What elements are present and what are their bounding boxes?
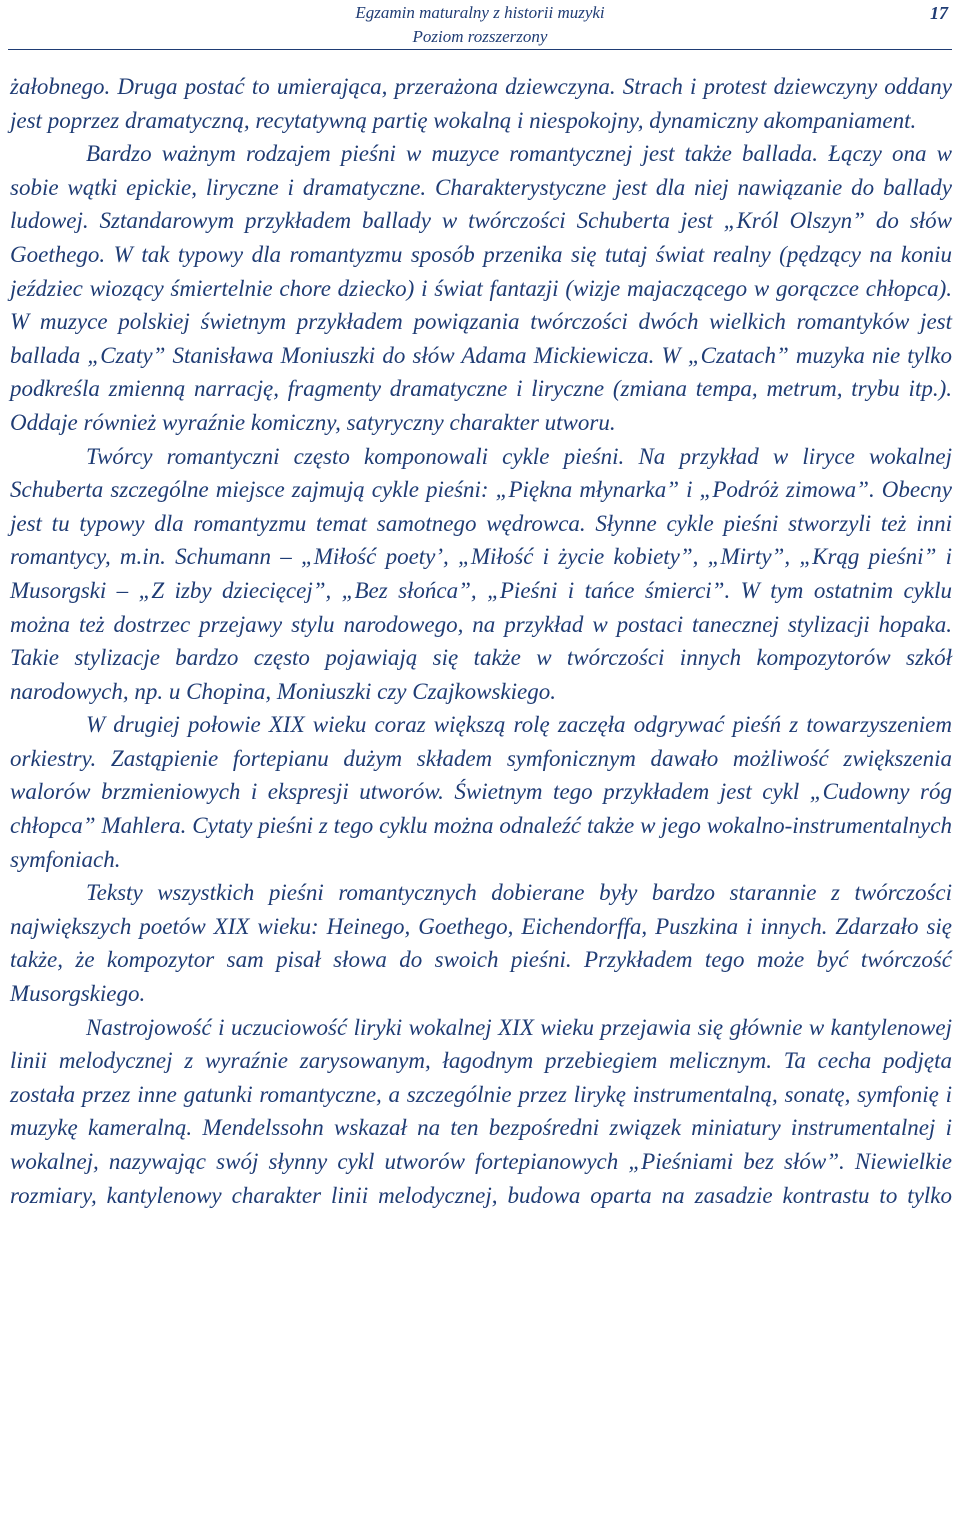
- header-title-block: [0, 1, 960, 49]
- paragraph-2: Bardzo ważnym rodzajem pieśni w muzyce romantycznej jest także ballada. Łączy ona w sobie wątki epickie, liryczne i dramatyczne. Charakterystyczne jest dla niej nawiązanie do ballady ludowej. Sztandarowym przykładem ballady w twórczości Schuberta jest „Król Olszyn” do słów Goethego. W tak typowy dla romantyzmu sposób przenika się tutaj świat realny (pędzący na koniu jeździec wiozący śmiertelnie chore dziecko) i świat fantazji (wizje majaczącego w gorączce chłopca). W muzyce polskiej świetnym przykładem powiązania twórczości dwóch wielkich romantyków jest ballada „Czaty” Stanisława Moniuszki do słów Adama Mickiewicza. W „Czatach” muzyka nie tylko podkreśla zmienną narrację, fragmenty dramatyczne i liryczne (zmiana tempa, metrum, trybu itp.). Oddaje również wyraźnie komiczny, satyryczny charakter utworu.: [10, 141, 952, 435]
- page-header: [0, 0, 960, 50]
- page-number: 17: [930, 3, 948, 23]
- header-divider: [8, 49, 952, 50]
- paragraph-1: żałobnego. Druga postać to umierająca, przerażona dziewczyna. Strach i protest dziewczyny oddany jest poprzez dramatyczną, recytatywną partię wokalną i niespokojny, dynamiczny akompaniament.: [10, 74, 952, 133]
- exam-title: Egzamin maturalny z historii muzyki: [355, 3, 605, 22]
- paragraph-4: W drugiej połowie XIX wieku coraz większą rolę zaczęła odgrywać pieśń z towarzyszeniem orkiestry. Zastąpienie fortepianu dużym składem symfonicznym dawało możliwość zwiększenia walorów brzmieniowych i ekspresji utworów. Świetnym tego przykładem jest cykl „Cudowny róg chłopca” Mahlera. Cytaty pieśni z tego cyklu można odnaleźć także w jego wokalno-instrumentalnych symfoniach.: [10, 712, 952, 872]
- paragraph-5: Teksty wszystkich pieśni romantycznych dobierane były bardzo starannie z twórczości największych poetów XIX wieku: Heinego, Goethego, Eichendorffa, Puszkina i innych. Zdarzało się także, że kompozytor sam pisał słowa do swoich pieśni. Przykładem tego może być twórczość Musorgskiego.: [10, 880, 952, 1007]
- exam-level: Poziom rozszerzony: [412, 27, 548, 46]
- document-body: [10, 70, 952, 1212]
- paragraph-3: Twórcy romantyczni często komponowali cykle pieśni. Na przykład w liryce wokalnej Schuberta szczególne miejsce zajmują cykle pieśni: „Piękna młynarka” i „Podróż zimowa”. Obecny jest tu typowy dla romantyzmu temat samotnego wędrowca. Słynne cykle pieśni stworzyli też inni romantycy, m.in. Schumann – „Miłość poety’, „Miłość i życie kobiety”, „Mirty”, „Krąg pieśni” i Musorgski – „Z izby dziecięcej”, „Bez słońca”, „Pieśni i tańce śmierci”. W tym ostatnim cyklu można też dostrzec przejawy stylu narodowego, na przykład w postaci tanecznej stylizacji hopaka. Takie stylizacje bardzo często pojawiają się także w twórczości innych kompozytorów szkół narodowych, np. u Chopina, Moniuszki czy Czajkowskiego.: [10, 443, 952, 704]
- paragraph-6: Nastrojowość i uczuciowość liryki wokalnej XIX wieku przejawia się głównie w kantylenowej linii melodycznej z wyraźnie zarysowanym, łagodnym przebiegiem melicznym. Ta cecha podjęta została przez inne gatunki romantyczne, a szczególnie przez lirykę instrumentalną, sonatę, symfonię i muzykę kameralną. Mendelssohn wskazał na ten bezpośredni związek miniatury instrumentalnej i wokalnej, nazywając swój słynny cykl utworów fortepianowych „Pieśniami bez słów”. Niewielkie rozmiary, kantylenowy charakter linii melodycznej, budowa oparta na zasadzie kontrastu to tylko: [10, 1014, 952, 1208]
